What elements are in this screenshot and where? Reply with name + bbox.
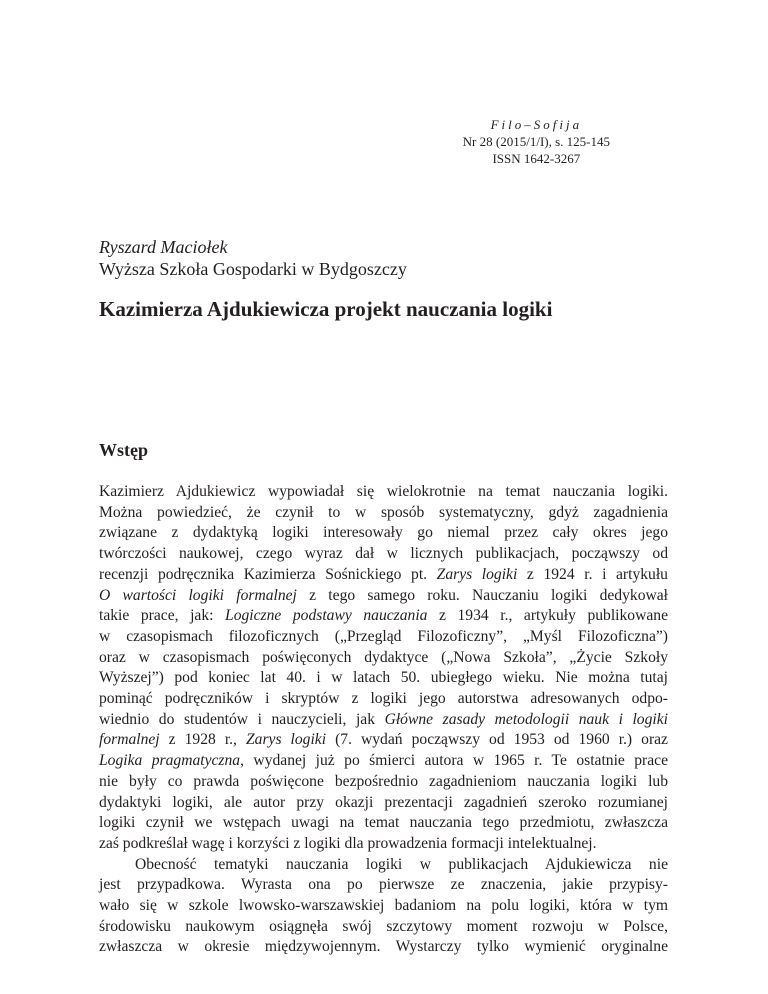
body-line: nie były co prawda poświęcone bezpośrednio zagadnieniom nauczania logiki lub xyxy=(99,772,668,790)
journal-issn: ISSN 1642-3267 xyxy=(492,151,581,166)
article-title: Kazimierza Ajdukiewicza projekt nauczania logiki xyxy=(99,297,553,321)
body-line: w czasopismach filozoficznych („Przegląd Filozoficzny”, „Myśl Filozoficzna”) xyxy=(99,627,668,645)
journal-issue: Nr 28 (2015/1/I), s. 125-145 xyxy=(462,134,610,149)
journal-header xyxy=(463,116,610,167)
article-body xyxy=(99,482,668,958)
body-line: logiki czynił we wstępach uwagi na temat nauczania tego przedmiotu, zwłaszcza xyxy=(99,814,668,832)
cited-title: Zarys logiki xyxy=(245,731,327,749)
cited-title: Logika pragmatyczna xyxy=(99,752,241,770)
body-line: środowisku naukowym osiągnęła swój szczytowy moment rozwoju w Polsce, xyxy=(99,917,668,935)
body-line: oraz w czasopismach poświęconych dydaktyce („Nowa Szkoła”, „Życie Szkoły xyxy=(99,648,668,666)
cited-title: Główne zasady metodologii nauk i logiki xyxy=(384,710,668,728)
section-heading: Wstęp xyxy=(99,440,148,460)
body-line: zaś podkreślał wagę i korzyści z logiki dla prowadzenia formacji intelektualnej. xyxy=(99,834,597,852)
cited-title: Zarys logiki xyxy=(436,565,518,583)
author-name: Ryszard Maciołek xyxy=(99,237,228,257)
body-line: Można powiedzieć, że czynił to w sposób systematyczny, gdyż zagadnienia xyxy=(99,503,668,521)
body-line: jest przypadkowa. Wyrasta ona po pierwsze ze znaczenia, jakie przypisy- xyxy=(99,876,668,894)
cited-title: formalnej xyxy=(99,731,160,749)
body-line: wało się w szkole lwowsko-warszawskiej badaniom na polu logiki, która w tym xyxy=(99,897,668,915)
cited-title: Logiczne podstawy nauczania xyxy=(225,607,428,625)
cited-title: O wartości logiki formalnej xyxy=(99,586,297,604)
body-line: Logika pragmatyczna, wydanej już po śmierci autora w 1965 r. Te ostatnie prace xyxy=(99,752,669,770)
author-block xyxy=(99,236,407,280)
body-line: pominąć podręczników i skryptów z logiki jego autorstwa adresowanych odpo- xyxy=(99,690,668,708)
body-line: twórczości naukowej, czego wyraz dał w licznych publikacjach, począwszy od xyxy=(99,545,668,563)
body-line: zwłaszcza w okresie międzywojennym. Wystarczy tylko wymienić oryginalne xyxy=(99,938,668,956)
body-line: dydaktyki logiki, ale autor przy okazji prezentacji zagadnień szeroko rozumianej xyxy=(99,793,668,811)
body-line: Obecność tematyki nauczania logiki w publikacjach Ajdukiewicza nie xyxy=(135,855,668,873)
body-line: Kazimierz Ajdukiewicz wypowiadał się wielokrotnie na temat nauczania logiki. xyxy=(99,483,668,500)
body-line: recenzji podręcznika Kazimierza Sośnickiego pt. Zarys logiki z 1924 r. i artykułu xyxy=(99,565,668,583)
body-line: związane z dydaktyką logiki interesowały go niemal przez cały okres jego xyxy=(99,524,668,542)
body-line: formalnej z 1928 r., Zarys logiki (7. wydań począwszy od 1953 od 1960 r.) oraz xyxy=(99,731,668,749)
body-line: Wyższej”) pod koniec lat 40. i w latach 50. ubiegłego wieku. Nie można tutaj xyxy=(99,669,668,687)
body-line: O wartości logiki formalnej z tego samego roku. Nauczaniu logiki dedykował xyxy=(99,586,669,604)
body-line: takie prace, jak: Logiczne podstawy nauczania z 1934 r., artykuły publikowane xyxy=(99,607,668,625)
author-affiliation: Wyższa Szkoła Gospodarki w Bydgoszczy xyxy=(99,259,407,279)
journal-name: Filo–Sofija xyxy=(490,117,583,132)
body-line: wiednio do studentów i nauczycieli, jak Główne zasady metodologii nauk i logiki xyxy=(99,710,668,728)
